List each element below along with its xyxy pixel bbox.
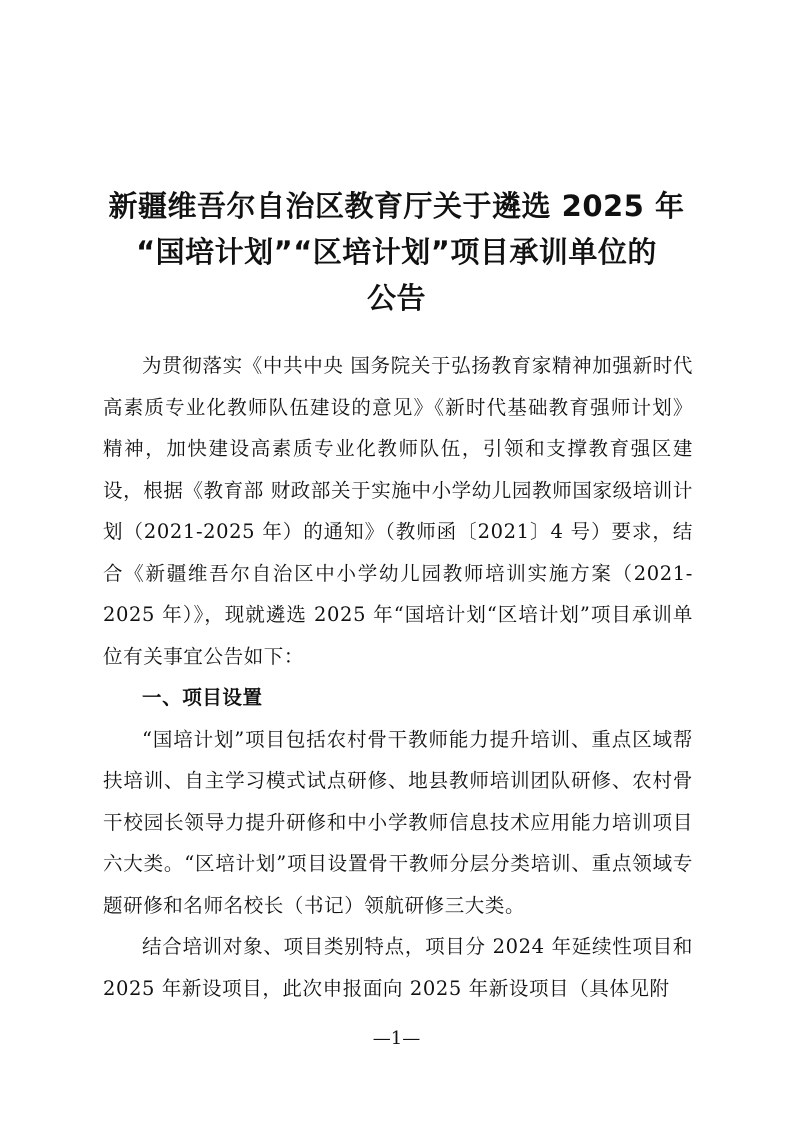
document-body — [103, 345, 693, 1009]
section-paragraph-2: 结合培训对象、项目类别特点，项目分 2024 年延续性项目和 2025 年新设项目，此次申报面向 2025 年新设项目（具体见附 — [103, 935, 693, 1000]
section-paragraph-1: “国培计划”项目包括农村骨干教师能力提升培训、重点区域帮扶培训、自主学习模式试点研修、地县教师培训团队研修、农村骨干校园长领导力提升研修和中小学教师信息技术应用能力培训项目六大类。“区培计划”项目设置骨干教师分层分类培训、重点领域专题研修和名师名校长（书记）领航研修三大类。 — [103, 727, 693, 917]
page-number: —1— — [372, 1028, 421, 1049]
intro-paragraph: 为贯彻落实《中共中央 国务院关于弘扬教育家精神加强新时代高素质专业化教师队伍建设的意见》《新时代基础教育强师计划》精神，加快建设高素质专业化教师队伍，引领和支撑教育强区建设，根据《教育部 财政部关于实施中小学幼儿园教师国家级培训计划（2021-2025 年）的通知》（教师函〔2021〕4 号）要求，结合《新疆维吾尔自治区中小学幼儿园教师培训实施方案（2021-2025 年）》，现就遴选 2025 年“国培计划“区培计划”项目承训单位有关事宜公告如下： — [103, 354, 693, 668]
title-line-1: 新疆维吾尔自治区教育厅关于遴选 2025 年 — [108, 189, 685, 223]
title-line-3: 公告 — [366, 281, 426, 315]
title-line-2: “国培计划”“区培计划”项目承训单位的 — [136, 235, 657, 269]
section-heading: 一、项目设置 — [142, 686, 263, 709]
document-title — [90, 183, 703, 321]
